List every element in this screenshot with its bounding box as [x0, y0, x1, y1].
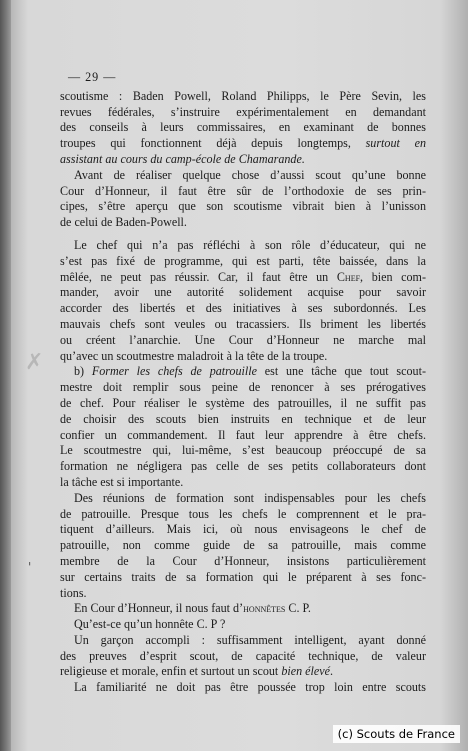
text-line	[60, 301, 426, 317]
text-line	[60, 317, 426, 333]
text-run: la tâche est si importante.	[60, 474, 184, 489]
text-line	[60, 184, 426, 200]
text-run: des conseils à leurs commissaires, en examinant de bonnes	[60, 120, 426, 135]
text-run: .	[330, 664, 334, 679]
book-binding-edge	[0, 0, 11, 751]
text-run: ou créent l’anarchie. Une Cour d’Honneur ne marche mal	[60, 332, 426, 347]
text-line	[60, 617, 426, 633]
text-run: Le chef qui n’a pas réfléchi à son rôle d’éducateur, qui ne	[74, 237, 426, 252]
text-run: de celui de Baden-Powell.	[60, 215, 187, 230]
text-run: Un garçon accompli : suffisamment intelligent, ayant donné	[74, 632, 426, 647]
text-line	[60, 333, 426, 349]
text-line	[60, 120, 426, 136]
body-text	[60, 70, 426, 696]
text-run: de patrouille. Presque tous les chefs le comprennent et le pra-	[60, 506, 426, 521]
italic-text: Former les chefs de patrouille	[91, 364, 257, 379]
text-line	[60, 380, 426, 396]
text-run: Cour d’Honneur, il faut être sûr de l’orthodoxie de ses prin-	[60, 183, 426, 198]
text-line	[60, 238, 426, 254]
text-run: b)	[74, 364, 92, 379]
text-run: troupes qui fonctionnent déjà depuis longtemps,	[60, 136, 366, 151]
text-line	[60, 254, 426, 270]
page-number: — 29 —	[68, 70, 117, 84]
text-run: revues fédérales, s’instruire expérimentalement en demandant	[60, 104, 426, 119]
text-run: s’est pas fixé de programme, qui est parti, tête baissée, dans la	[60, 253, 426, 268]
italic-text: bien élevé	[281, 664, 331, 679]
text-run: patrouille, non comme guide de sa patrouille, mais comme	[60, 538, 426, 553]
text-run: La familiarité ne doit pas être poussée trop loin entre scouts	[74, 680, 426, 695]
text-line	[60, 136, 426, 152]
text-line	[60, 664, 426, 680]
text-line	[60, 105, 426, 121]
text-line	[60, 215, 426, 231]
text-line	[60, 649, 426, 665]
text-run: sur certains traits de sa formation qui le préparent à ses fonc-	[60, 569, 426, 584]
text-line	[60, 270, 426, 286]
text-run: mander, avoir une autorité solidement acquise pour savoir	[60, 285, 426, 300]
text-line	[60, 443, 426, 459]
copyright-watermark: (c) Scouts de France	[333, 725, 460, 743]
paragraph-gap	[60, 231, 426, 238]
text-run: membre de la Cour d’Honneur, insistons particulièrement	[60, 553, 426, 568]
margin-ink-mark: '	[28, 560, 32, 574]
italic-text: assistant au cours du camp-école de Chamarande.	[60, 151, 305, 166]
text-run: En Cour d’Honneur, il nous faut d’	[74, 601, 244, 616]
text-line	[60, 507, 426, 523]
text-line	[60, 89, 426, 105]
text-line	[60, 586, 426, 602]
text-run: formation ne négligera pas celle de ses petits collaborateurs dont	[60, 459, 426, 474]
text-run: tiquent d’ailleurs. Mais ici, où nous envisageons le chef de	[60, 522, 426, 537]
text-run: Le scoutmestre qui, lui-même, s’est beaucoup préoccupé de sa	[60, 443, 426, 458]
text-run: mauvais chefs sont veules ou tracassiers. Ils briment les libertés	[60, 316, 426, 331]
text-run: mestre doit remplir sous peine de renoncer à ses prérogatives	[60, 380, 426, 395]
text-run: accorder des libertés et des initiatives à ses subordonnés. Les	[60, 301, 426, 316]
text-line	[60, 459, 426, 475]
text-line	[60, 285, 426, 301]
margin-pencil-mark: ✗	[25, 350, 44, 375]
text-line	[60, 396, 426, 412]
text-line	[60, 538, 426, 554]
text-run: C. P.	[285, 601, 311, 616]
small-caps-text: honnêtes	[243, 601, 286, 616]
text-line	[60, 522, 426, 538]
text-run: est une tâche que tout scout-	[256, 364, 426, 379]
text-line	[60, 364, 426, 380]
small-caps-text: Chef	[336, 269, 361, 284]
text-run: Avant de réaliser quelque chose d’aussi scout qu’une bonne	[74, 167, 426, 182]
text-run: tions.	[60, 585, 87, 600]
text-run: mêlée, ne peut pas réussir. Car, il faut être un	[60, 269, 337, 284]
text-line	[60, 491, 426, 507]
text-run: qu’avec un scoutmestre maladroit à la tête de la troupe.	[60, 348, 328, 363]
text-line	[60, 680, 426, 696]
text-lines	[60, 89, 426, 696]
italic-text: surtout en	[365, 136, 426, 151]
text-line	[60, 168, 426, 184]
text-line	[60, 570, 426, 586]
text-run: Des réunions de formation sont indispensables pour les chefs	[74, 490, 426, 505]
text-line	[60, 412, 426, 428]
text-line	[60, 554, 426, 570]
text-line	[60, 152, 426, 168]
text-line	[60, 349, 426, 365]
text-run: religieuse et morale, enfin et surtout un scout	[60, 664, 282, 679]
text-line	[60, 601, 426, 617]
text-run: scoutisme : Baden Powell, Roland Philipps, le Père Sevin, les	[60, 88, 426, 103]
text-run: Qu’est-ce qu’un honnête C. P ?	[74, 617, 226, 632]
text-run: de choisir des scouts bien instruits en technique et de leur	[60, 411, 426, 426]
text-run: cipes, s’être aperçu que son scoutisme vibrait bien à l’unisson	[60, 199, 426, 214]
text-run: , bien com-	[360, 269, 426, 284]
text-run: confier un commandement. Il faut leur apprendre à être chefs.	[60, 427, 426, 442]
text-run: de chef. Pour réaliser le système des patrouilles, il ne suffit pas	[60, 395, 426, 410]
text-line	[60, 428, 426, 444]
text-run: des preuves d’esprit scout, de capacité technique, de valeur	[60, 648, 426, 663]
text-line	[60, 475, 426, 491]
text-line	[60, 633, 426, 649]
text-line	[60, 199, 426, 215]
